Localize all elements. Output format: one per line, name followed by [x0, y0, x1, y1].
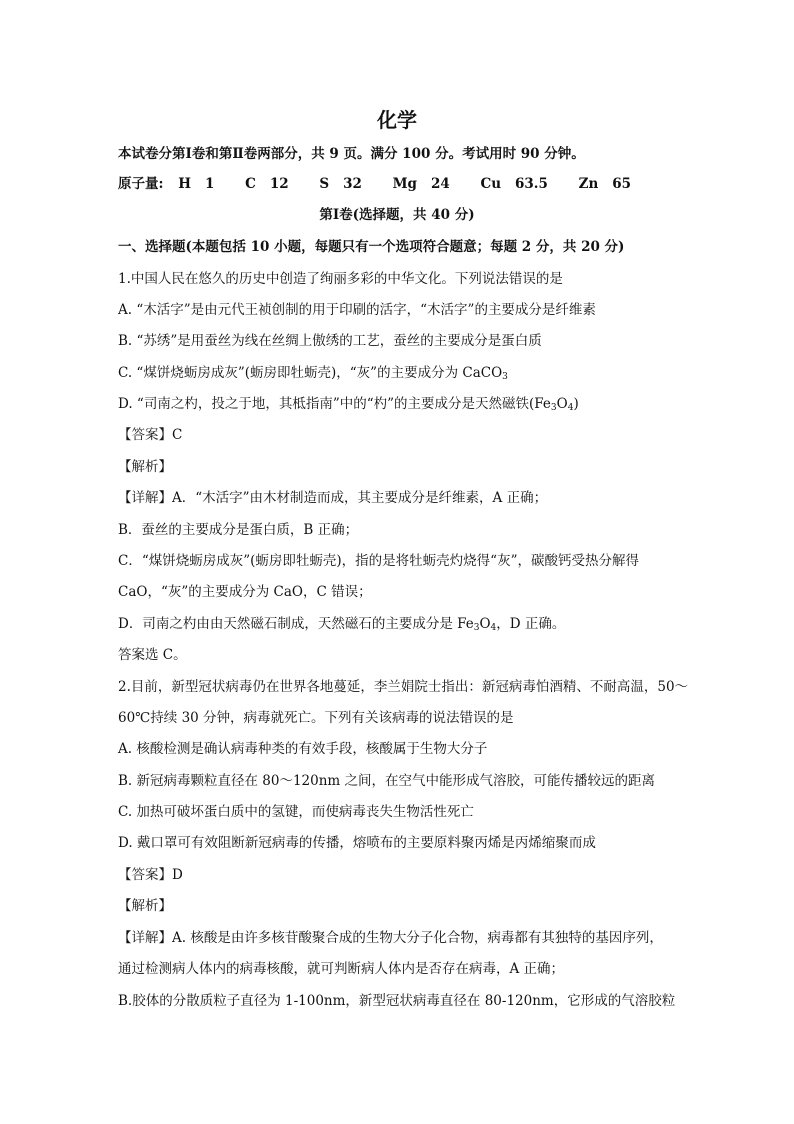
subscript: 4 — [567, 403, 574, 413]
q1-detail-5-text: D．司南之杓由由天然磁石制成，天然磁石的主要成分是 Fe — [118, 616, 474, 632]
formula-part: O — [479, 616, 491, 632]
q2-answer — [118, 866, 688, 884]
q1-option-a: A. “木活字”是由元代王祯创制的用于印刷的活字，“木活字”的主要成分是纤维素 — [118, 302, 596, 318]
page-title: 化学 — [377, 108, 417, 132]
q1-option-d-text: D. “司南之杓，投之于地，其柢指南”中的“杓”的主要成分是天然磁铁(Fe — [118, 396, 551, 412]
q2-detail-1: 【详解】A. 核酸是由许多核苷酸聚合成的生物大分子化合物，病毒都有其独特的基因序列， — [118, 930, 663, 946]
q2-option-b: B. 新冠病毒颗粒直径在 80～120nm 之间，在空气中能形成气溶胶，可能传播较远的距离 — [118, 773, 656, 789]
atomic-element: C — [245, 176, 256, 192]
atomic-element: Mg — [392, 176, 417, 192]
answer-value: D — [172, 867, 183, 883]
q1-option-d — [118, 395, 688, 413]
atomic-element: H — [178, 176, 191, 192]
atomic-value: 12 — [269, 176, 289, 192]
exam-intro: 本试卷分第Ⅰ卷和第Ⅱ卷两部分，共 9 页。满分 100 分。考试用时 90 分钟。 — [118, 146, 585, 162]
q2-analysis-label: 【解析】 — [118, 898, 172, 914]
q1-option-b: B. “苏绣”是用蚕丝为线在丝绸上傲绣的工艺，蚕丝的主要成分是蛋白质 — [118, 333, 542, 349]
formula-part: O — [556, 396, 568, 412]
q2-stem-line-2: 60℃持续 30 分钟，病毒就死亡。下列有关该病毒的说法错误的是 — [118, 710, 514, 726]
q2-option-a: A. 核酸检测是确认病毒种类的有效手段，核酸属于生物大分子 — [118, 741, 488, 757]
q2-detail-2: 通过检测病人体内的病毒核酸，就可判断病人体内是否存在病毒，A 正确； — [118, 961, 565, 977]
q1-stem: 1.中国人民在悠久的历史中创造了绚丽多彩的中华文化。下列说法错误的是 — [118, 271, 563, 287]
atomic-masses-label: 原子量: — [118, 176, 164, 192]
q2-detail-3: B.胶体的分散质粒子直径为 1-100nm，新型冠状病毒直径在 80-120nm，它形成的气溶胶粒 — [118, 993, 676, 1009]
answer-value: C — [172, 427, 183, 443]
atomic-element: Cu — [480, 176, 502, 192]
subscript: 3 — [473, 623, 480, 633]
atomic-masses — [118, 175, 688, 193]
q1-detail-5 — [118, 615, 688, 633]
formula-part: ，D 正确。 — [496, 616, 566, 632]
q1-option-c — [118, 364, 688, 382]
answer-label: 【答案】 — [118, 427, 172, 443]
formula-part: ) — [573, 396, 579, 412]
part-title: 第Ⅰ卷(选择题，共 40 分) — [319, 207, 475, 223]
q1-detail-4: CaO，“灰”的主要成分为 CaO，C 错误； — [118, 584, 372, 600]
atomic-element: Zn — [578, 176, 599, 192]
q1-conclusion: 答案选 C。 — [118, 647, 187, 663]
q2-option-c: C. 加热可破坏蛋白质中的氢键，而使病毒丧失生物活性死亡 — [118, 804, 474, 820]
subscript: 4 — [490, 623, 497, 633]
q1-option-c-text: C. “煤饼烧蛎房成灰”(蛎房即牡蛎壳)，“灰”的主要成分为 CaCO — [118, 365, 503, 381]
atomic-value: 24 — [430, 176, 450, 192]
q1-detail-2: B．蚕丝的主要成分是蛋白质，B 正确； — [118, 522, 359, 538]
section-title: 一、选择题(本题包括 10 小题，每题只有一个选项符合题意；每题 2 分，共 20 分) — [118, 239, 625, 255]
subscript: 3 — [550, 403, 557, 413]
q1-analysis-label: 【解析】 — [118, 459, 172, 475]
q1-answer — [118, 426, 688, 444]
atomic-value: 63.5 — [515, 176, 548, 192]
q2-stem-line-1: 2.目前，新型冠状病毒仍在世界各地蔓延，李兰娟院士指出：新冠病毒怕酒精、不耐高温，50～ — [118, 679, 689, 695]
q1-detail-1: 【详解】A．“木活字”由木材制造而成，其主要成分是纤维素，A 正确； — [118, 490, 548, 506]
atomic-value: 32 — [343, 176, 362, 192]
q1-detail-3: C．“煤饼烧蛎房成灰”(蛎房即牡蛎壳)，指的是将牡蛎壳灼烧得“灰”，碳酸钙受热分解得 — [118, 553, 639, 569]
subscript: 3 — [502, 372, 508, 382]
q2-option-d: D. 戴口罩可有效阻断新冠病毒的传播，熔喷布的主要原料聚丙烯是丙烯缩聚而成 — [118, 835, 596, 851]
atomic-value: 65 — [612, 176, 632, 192]
answer-label: 【答案】 — [118, 867, 172, 883]
atomic-value: 1 — [204, 176, 215, 192]
atomic-element: S — [319, 176, 330, 192]
